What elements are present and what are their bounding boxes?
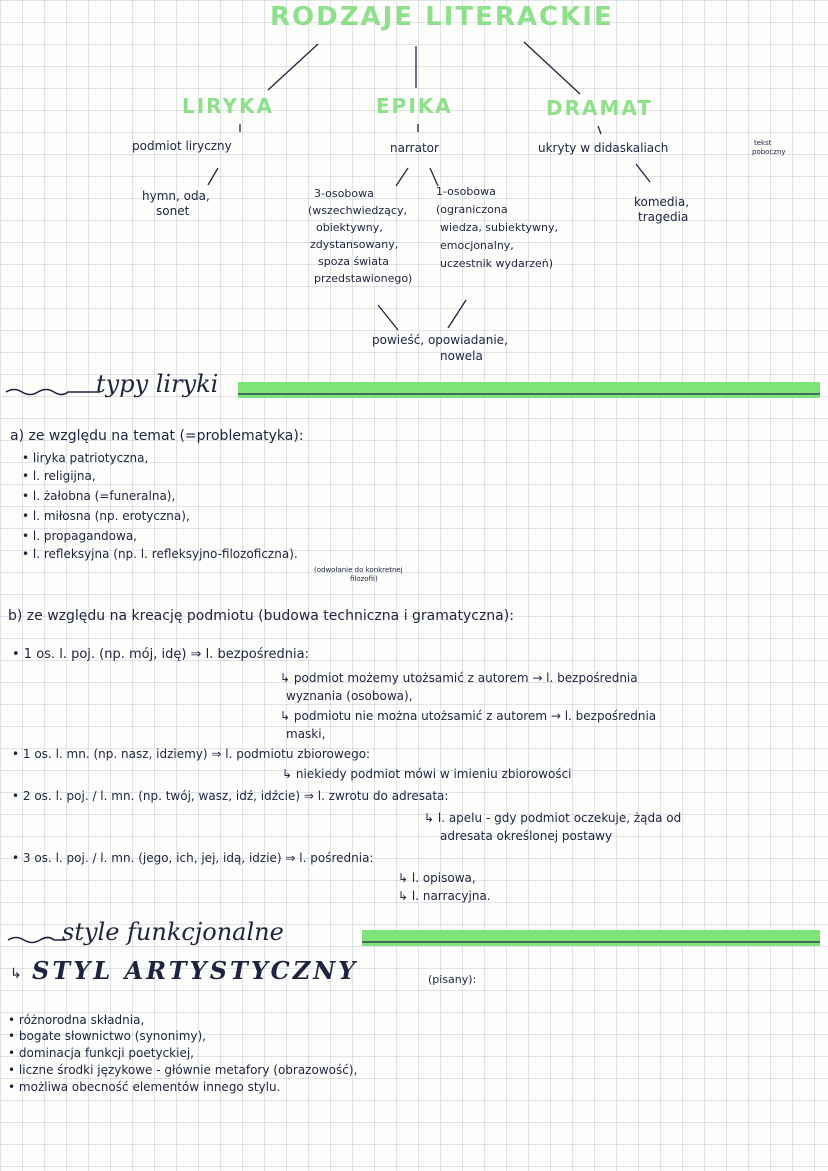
typy-b-heading: b) ze względu na kreację podmiotu (budowa techniczna i gramatyczna):	[8, 608, 514, 624]
style-item-4: • liczne środki językowe - głównie metafory (obrazowość),	[8, 1063, 358, 1077]
typy-a-item-6: • l. refleksyjna (np. l. refleksyjno-filozoficzna).	[22, 547, 298, 561]
typy-b-row-1b2: maski,	[286, 727, 326, 741]
epika-1os-3: wiedza, subiektywny,	[440, 221, 558, 234]
typy-a-heading: a) ze względu na temat (=problematyka):	[10, 428, 304, 444]
typy-b-row-1a: ↳ podmiot możemy utożsamić z autorem → l. bezpośrednia	[280, 671, 638, 685]
typy-a-item-3: • l. żałobna (=funeralna),	[22, 489, 176, 503]
epika-forms-2: nowela	[440, 349, 483, 363]
epika-3os-5: spoza świata	[318, 255, 390, 268]
epika-3os-1: 3-osobowa	[314, 187, 374, 200]
epika-3os-4: zdystansowany,	[310, 238, 399, 251]
typy-a-item-5: • l. propagandowa,	[22, 529, 137, 543]
arrow-icon: ↳	[10, 966, 22, 982]
style-item-3: • dominacja funkcji poetyckiej,	[8, 1046, 194, 1060]
liryka-subject: podmiot liryczny	[132, 139, 232, 153]
typy-b-row-3a2: adresata określonej postawy	[440, 829, 613, 843]
epika-1os-2: (ograniczona	[436, 203, 508, 216]
typy-b-row-1: • 1 os. l. poj. (np. mój, idę) ⇒ l. bezpośrednia:	[12, 647, 310, 662]
epika-3os-6: przedstawionego)	[314, 272, 413, 285]
style-item-1: • różnorodna składnia,	[8, 1013, 145, 1027]
epika-forms-1: powieść, opowiadanie,	[372, 333, 508, 347]
epika-3os-2: (wszechwiedzący,	[308, 204, 407, 217]
styl-artystyczny-title: STYL ARTYSTYCZNY	[32, 956, 359, 985]
typy-b-row-1b: ↳ podmiotu nie można utożsamić z autorem → l. bezpośrednia	[280, 709, 657, 723]
genre-epika: EPIKA	[376, 94, 453, 118]
typy-a-item-1: • liryka patriotyczna,	[22, 451, 149, 465]
epika-1os-5: uczestnik wydarzeń)	[440, 257, 554, 270]
typy-b-row-2a: ↳ niekiedy podmiot mówi w imieniu zbiorowości	[282, 767, 572, 781]
typy-b-row-2: • 1 os. l. mn. (np. nasz, idziemy) ⇒ l. podmiotu zbiorowego:	[12, 747, 371, 761]
typy-b-row-3: • 2 os. l. poj. / l. mn. (np. twój, wasz, idź, idźcie) ⇒ l. zwrotu do adresata:	[12, 789, 449, 803]
section-heading-style-funkcjonalne: style funkcjonalne	[62, 918, 284, 946]
page-title: RODZAJE LITERACKIE	[270, 2, 614, 32]
genre-dramat: DRAMAT	[546, 96, 653, 120]
epika-1os-4: emocjonalny,	[440, 239, 514, 252]
typy-b-row-4a: ↳ l. opisowa,	[398, 871, 476, 885]
dramat-forms-2: tragedia	[638, 210, 689, 224]
liryka-forms-1: hymn, oda,	[142, 189, 210, 203]
epika-1os-1: 1-osobowa	[436, 185, 496, 198]
typy-a-note-2: filozofii)	[350, 575, 378, 583]
epika-subject: narrator	[390, 141, 439, 155]
section-heading-typy-liryki: typy liryki	[96, 370, 219, 398]
epika-3os-3: obiektywny,	[316, 221, 383, 234]
dramat-forms-1: komedia,	[634, 195, 690, 209]
typy-a-item-4: • l. miłosna (np. erotyczna),	[22, 509, 190, 523]
typy-b-row-4: • 3 os. l. poj. / l. mn. (jego, ich, jej, idą, idzie) ⇒ l. pośrednia:	[12, 851, 374, 865]
typy-b-row-4b: ↳ l. narracyjna.	[398, 889, 491, 903]
typy-a-item-2: • l. religijna,	[22, 469, 96, 483]
styl-artystyczny-note: (pisany):	[428, 973, 477, 986]
dramat-note-1: tekst	[754, 139, 772, 147]
liryka-forms-2: sonet	[156, 204, 190, 218]
genre-liryka: LIRYKA	[182, 94, 274, 118]
dramat-note-2: poboczny	[752, 148, 786, 156]
dramat-subject: ukryty w didaskaliach	[538, 141, 669, 155]
style-item-5: • możliwa obecność elementów innego stylu.	[8, 1080, 281, 1094]
typy-a-note-1: (odwołanie do konkretnej	[314, 566, 403, 574]
typy-b-row-3a: ↳ l. apelu - gdy podmiot oczekuje, żąda od	[424, 811, 682, 825]
typy-b-row-1a2: wyznania (osobowa),	[286, 689, 413, 703]
style-item-2: • bogate słownictwo (synonimy),	[8, 1029, 206, 1043]
